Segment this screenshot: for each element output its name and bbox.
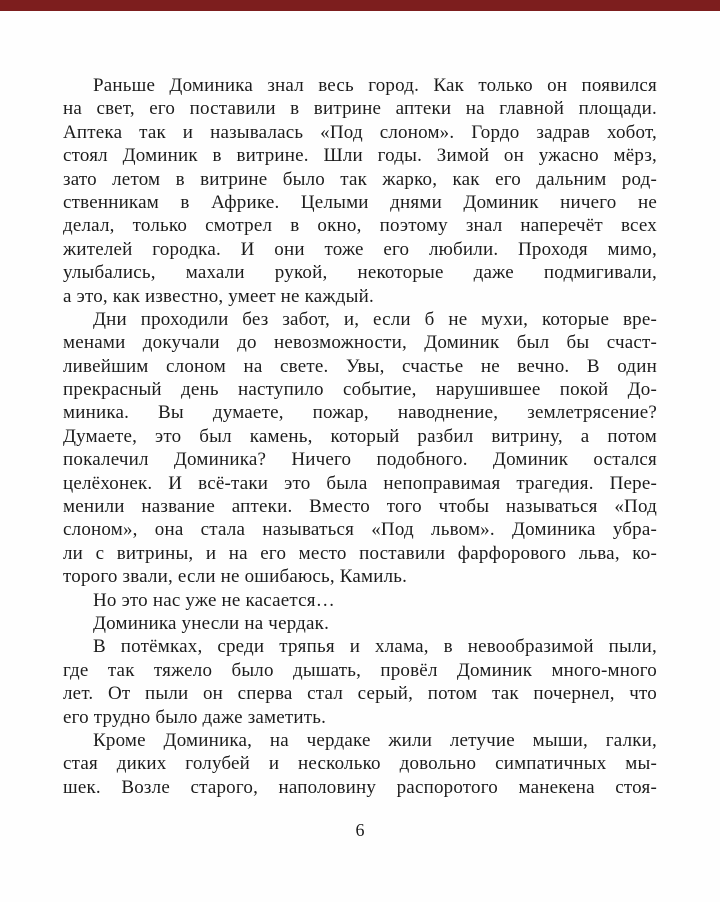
text-line: Дни проходили без забот, и, если б не мухи, которые вре- — [93, 308, 657, 330]
text-line: Кроме Доминика, на чердаке жили летучие мыши, галки, — [93, 729, 657, 751]
text-line: ственникам в Африке. Целыми днями Доминик ничего не — [63, 191, 657, 213]
text-line: ливейшим слоном на свете. Увы, счастье не вечно. В один — [63, 355, 657, 377]
text-line: улыбались, махали рукой, некоторые даже подмигивали, — [63, 262, 657, 284]
text-line: а это, как известно, умеет не каждый. — [63, 285, 374, 307]
text-line: жителей городка. И они тоже его любили. Проходя мимо, — [63, 238, 657, 260]
text-line: слоном», она стала называться «Под львом». Доминика убра- — [63, 519, 657, 541]
text-line: менили название аптеки. Вместо того чтобы называться «Под — [63, 496, 657, 518]
text-line: торого звали, если не ошибаюсь, Камиль. — [63, 566, 408, 588]
text-line: целёхонек. И всё-таки это была непоправимая трагедия. Пере- — [63, 472, 657, 494]
text-line: В потёмках, среди тряпья и хлама, в невообразимой пыли, — [93, 636, 657, 658]
page-number: 6 — [355, 820, 365, 840]
text-line: на свет, его поставили в витрине аптеки на главной площади. — [63, 98, 657, 120]
text-line: миника. Вы думаете, пожар, наводнение, землетрясение? — [63, 402, 657, 424]
text-line: шек. Возле старого, наполовину распоротого манекена стоя- — [63, 776, 657, 798]
text-line: делал, только смотрел в окно, поэтому знал наперечёт всех — [63, 215, 657, 237]
book-cover-edge — [0, 0, 720, 11]
text-line: прекрасный день наступило событие, нарушившее покой До- — [63, 379, 657, 401]
text-line: ли с витрины, и на его место поставили фарфорового льва, ко- — [63, 542, 657, 564]
text-line: лет. От пыли он сперва стал серый, потом так почернел, что — [63, 683, 657, 705]
text-line: зато летом в витрине было так жарко, как его дальним род- — [63, 168, 657, 190]
text-line: Аптека так и называлась «Под слоном». Гордо задрав хобот, — [63, 121, 657, 143]
text-line: стоял Доминик в витрине. Шли годы. Зимой он ужасно мёрз, — [63, 145, 657, 167]
text-line: Но это нас уже не касается… — [93, 589, 335, 611]
text-line: менами докучали до невозможности, Доминик был бы счаст- — [63, 332, 657, 354]
text-line: стая диких голубей и несколько довольно симпатичных мы- — [63, 753, 657, 775]
text-line: Раньше Доминика знал весь город. Как только он появился — [93, 75, 657, 96]
text-line: Доминика унесли на чердак. — [93, 612, 330, 634]
text-line: где так тяжело было дышать, провёл Доминик много-много — [63, 659, 657, 681]
page-text — [63, 74, 657, 799]
text-line: Думаете, это был камень, который разбил витрину, а потом — [63, 425, 657, 447]
text-line: его трудно было даже заметить. — [63, 706, 327, 728]
text-line: покалечил Доминика? Ничего подобного. Доминик остался — [63, 449, 657, 471]
